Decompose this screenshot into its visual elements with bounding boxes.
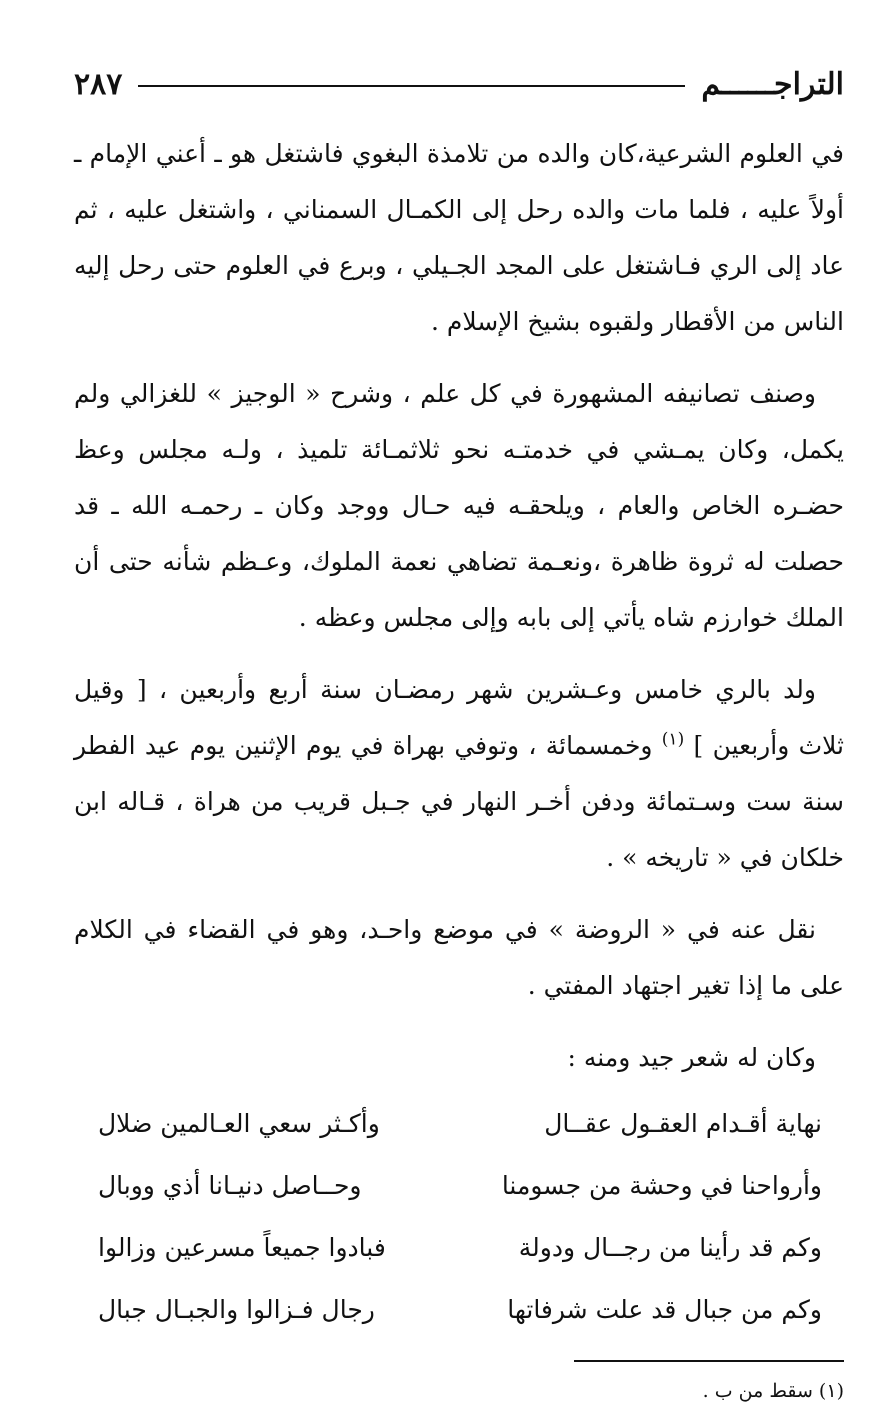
poem-verse [74,1154,844,1216]
verse-second-hemistich: فبادوا جميعاً مسرعين وزالوا [98,1232,386,1262]
paragraph-2: وصنف تصانيفه المشهورة في كل علم ، وشرح « الوجيز » للغزالي ولم يكمل، وكان يمـشي في خدمتـه نحو ثلاثمـائة تلميذ ، ولـه مجلس وعظ حضـره الخاص والعام ، ويلحقـه فيه حـال ووجد وكان ـ رحمـه الله ـ قد حصلت له ثروة ظاهرة ،ونعـمة تضاهي نعمة الملوك، وعـظم شأنه حتى أن الملك خوارزم شاه يأتي إلى بابه وإلى مجلس وعظه . [74,379,844,632]
paragraph-1: في العلوم الشرعية،كان والده من تلامذة البغوي فاشتغل هو ـ أعني الإمام ـ أولاً عليه ، فلما مات والده رحل إلى الكمـال السمناني ، واشتغل عليه ، ثم عاد إلى الري فـاشتغل على المجد الجـيلي ، وبرع في العلوم حتى رحل إليه الناس من الأقطار ولقبوه بشيخ الإسلام . [74,139,844,336]
book-page [74,62,844,1402]
poem [74,1092,844,1340]
page-header [74,62,844,106]
verse-second-hemistich: رجال فـزالوا والجبـال جبال [98,1294,375,1324]
page-number: ٢٨٧ [74,66,123,102]
paragraph-3-text-b: وخمسمائة ، وتوفي بهراة في يوم الإثنين يوم عيد الفطر سنة ست وسـتمائة ودفن أخـر النهار في جـبل قريب من هراة ، قـاله ابن خلكان في « تاريخه » . [74,731,844,872]
verse-first-hemistich: وكم من جبال قد علت شرفاتها [507,1294,822,1324]
poem-verse [74,1216,844,1278]
paragraph-4: نقل عنه في « الروضة » في موضع واحـد، وهو في القضاء في الكلام على ما إذا تغير اجتهاد المفتي . [74,915,844,1000]
running-title: التراجــــــم [701,66,844,102]
verse-first-hemistich: وكم قد رأينا من رجــال ودولة [518,1232,822,1262]
paragraph-3-text-a: ولد بالري خامس وعـشرين شهر رمضـان سنة أربع وأربعين ، [ وقيل ثلاث وأربعين ] [74,675,844,760]
verse-first-hemistich: نهاية أقـدام العقـول عقــال [544,1108,822,1138]
poem-intro: وكان له شعر جيد ومنه : [567,1043,816,1072]
poem-verse [74,1092,844,1154]
paragraph-3 [74,662,844,886]
body-text [74,126,844,1406]
verse-second-hemistich: وأكـثر سعي العـالمين ضلال [98,1108,380,1138]
footnote-marker: (١) [661,729,685,750]
verse-second-hemistich: وحــاصل دنيـانا أذي ووبال [98,1170,362,1200]
footnote: (١) سقط من ب . [702,1380,844,1402]
footnote-rule [574,1360,844,1362]
poem-verse [74,1278,844,1340]
header-rule [138,85,685,87]
verse-first-hemistich: وأرواحنا في وحشة من جسومنا [501,1170,822,1200]
